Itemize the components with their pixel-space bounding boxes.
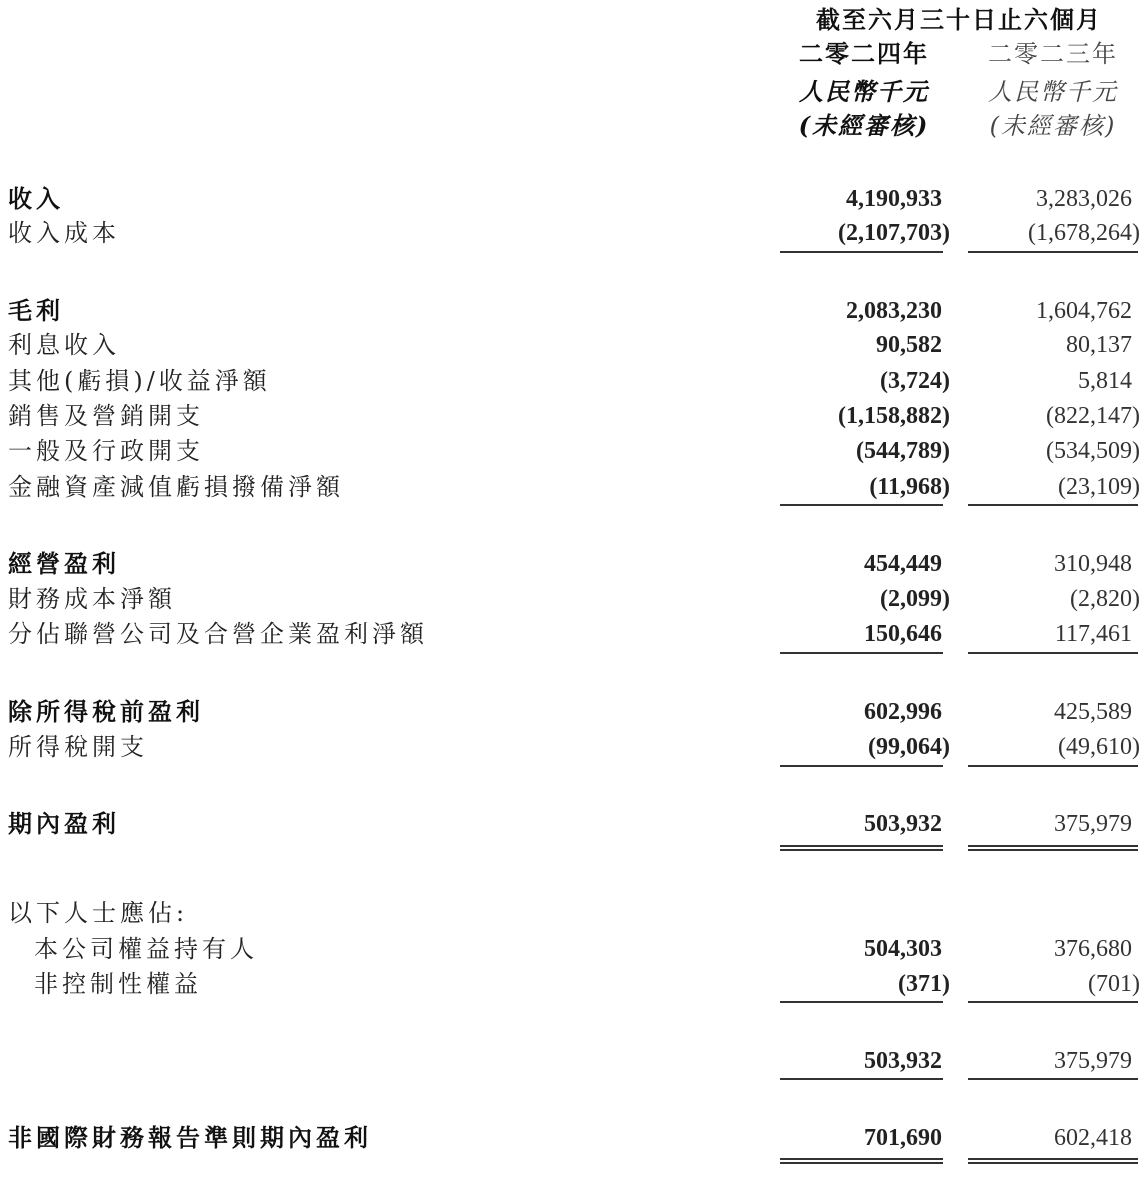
total-double-rule — [968, 1158, 1138, 1164]
subtotal-rule — [780, 1001, 943, 1003]
row-cost-of-revenue: 收入成本 (2,107,703) (1,678,264) — [0, 216, 1148, 250]
row-label: 金融資產減值虧損撥備淨額 — [8, 473, 344, 501]
row-label: 銷售及營銷開支 — [8, 402, 204, 430]
row-impairment: 金融資產減值虧損撥備淨額 (11,968) (23,109) — [0, 470, 1148, 504]
row-finance-costs: 財務成本淨額 (2,099) (2,820) — [0, 582, 1148, 616]
row-non-controlling: 非控制性權益 (371) (701) — [0, 967, 1148, 1001]
period-header: 截至六月三十日止六個月 — [816, 5, 1102, 34]
row-label: 以下人士應佔: — [8, 899, 189, 927]
subtotal-rule — [780, 504, 943, 506]
audit-2023-header: (未經審核) — [989, 112, 1117, 140]
currency-2023-header: 人民幣千元 — [988, 78, 1118, 106]
total-double-rule — [780, 1158, 943, 1164]
row-selling-expenses: 銷售及營銷開支 (1,158,882) (822,147) — [0, 399, 1148, 433]
row-label: 財務成本淨額 — [8, 585, 176, 613]
row-label: 分佔聯營公司及合營企業盈利淨額 — [8, 620, 428, 648]
row-profit-for-period: 期內盈利 503,932 375,979 — [0, 807, 1148, 841]
subtotal-rule — [968, 1078, 1138, 1080]
currency-2024-header: 人民幣千元 — [799, 77, 929, 106]
row-label: 收入成本 — [8, 219, 120, 247]
row-label: 非控制性權益 — [34, 970, 202, 998]
row-label: 其他(虧損)/收益淨額 — [8, 367, 271, 395]
subtotal-rule — [780, 652, 943, 654]
row-non-ifrs-profit: 非國際財務報告準則期內盈利 701,690 602,418 — [0, 1121, 1148, 1155]
row-operating-profit: 經營盈利 454,449 310,948 — [0, 547, 1148, 581]
year-2024-header: 二零二四年 — [799, 39, 929, 68]
row-profit-before-tax: 除所得稅前盈利 602,996 425,589 — [0, 695, 1148, 729]
row-label: 本公司權益持有人 — [34, 935, 258, 963]
row-label: 經營盈利 — [8, 549, 120, 578]
audit-2024-header: (未經審核) — [798, 111, 930, 140]
total-double-rule — [780, 845, 943, 851]
subtotal-rule — [780, 251, 943, 253]
row-gross-profit: 毛利 2,083,230 1,604,762 — [0, 294, 1148, 328]
row-label: 收入 — [8, 184, 64, 213]
subtotal-rule — [968, 504, 1138, 506]
row-revenue: 收入 4,190,933 3,283,026 — [0, 182, 1148, 216]
row-share-of-associates: 分佔聯營公司及合營企業盈利淨額 150,646 117,461 — [0, 617, 1148, 651]
row-label: 除所得稅前盈利 — [8, 697, 204, 726]
row-income-tax: 所得稅開支 (99,064) (49,610) — [0, 730, 1148, 764]
subtotal-rule — [968, 765, 1138, 767]
year-2023-header: 二零二三年 — [988, 40, 1118, 68]
row-attributable-heading — [0, 896, 1148, 930]
row-label: 毛利 — [8, 296, 64, 325]
row-label: 非國際財務報告準則期內盈利 — [8, 1123, 372, 1152]
row-interest-income: 利息收入 90,582 80,137 — [0, 328, 1148, 362]
row-label: 利息收入 — [8, 331, 120, 359]
row-equity-holders: 本公司權益持有人 504,303 376,680 — [0, 932, 1148, 966]
row-admin-expenses: 一般及行政開支 (544,789) (534,509) — [0, 434, 1148, 468]
total-double-rule — [968, 845, 1138, 851]
subtotal-rule — [968, 652, 1138, 654]
row-other-gains: 其他(虧損)/收益淨額 (3,724) 5,814 — [0, 364, 1148, 398]
row-label: 所得稅開支 — [8, 733, 148, 761]
row-attributable-total: 503,932 375,979 — [864, 1048, 1132, 1074]
row-label: 期內盈利 — [8, 809, 120, 838]
subtotal-rule — [968, 1001, 1138, 1003]
subtotal-rule — [780, 1078, 943, 1080]
row-label: 一般及行政開支 — [8, 437, 204, 465]
subtotal-rule — [968, 251, 1138, 253]
subtotal-rule — [780, 765, 943, 767]
